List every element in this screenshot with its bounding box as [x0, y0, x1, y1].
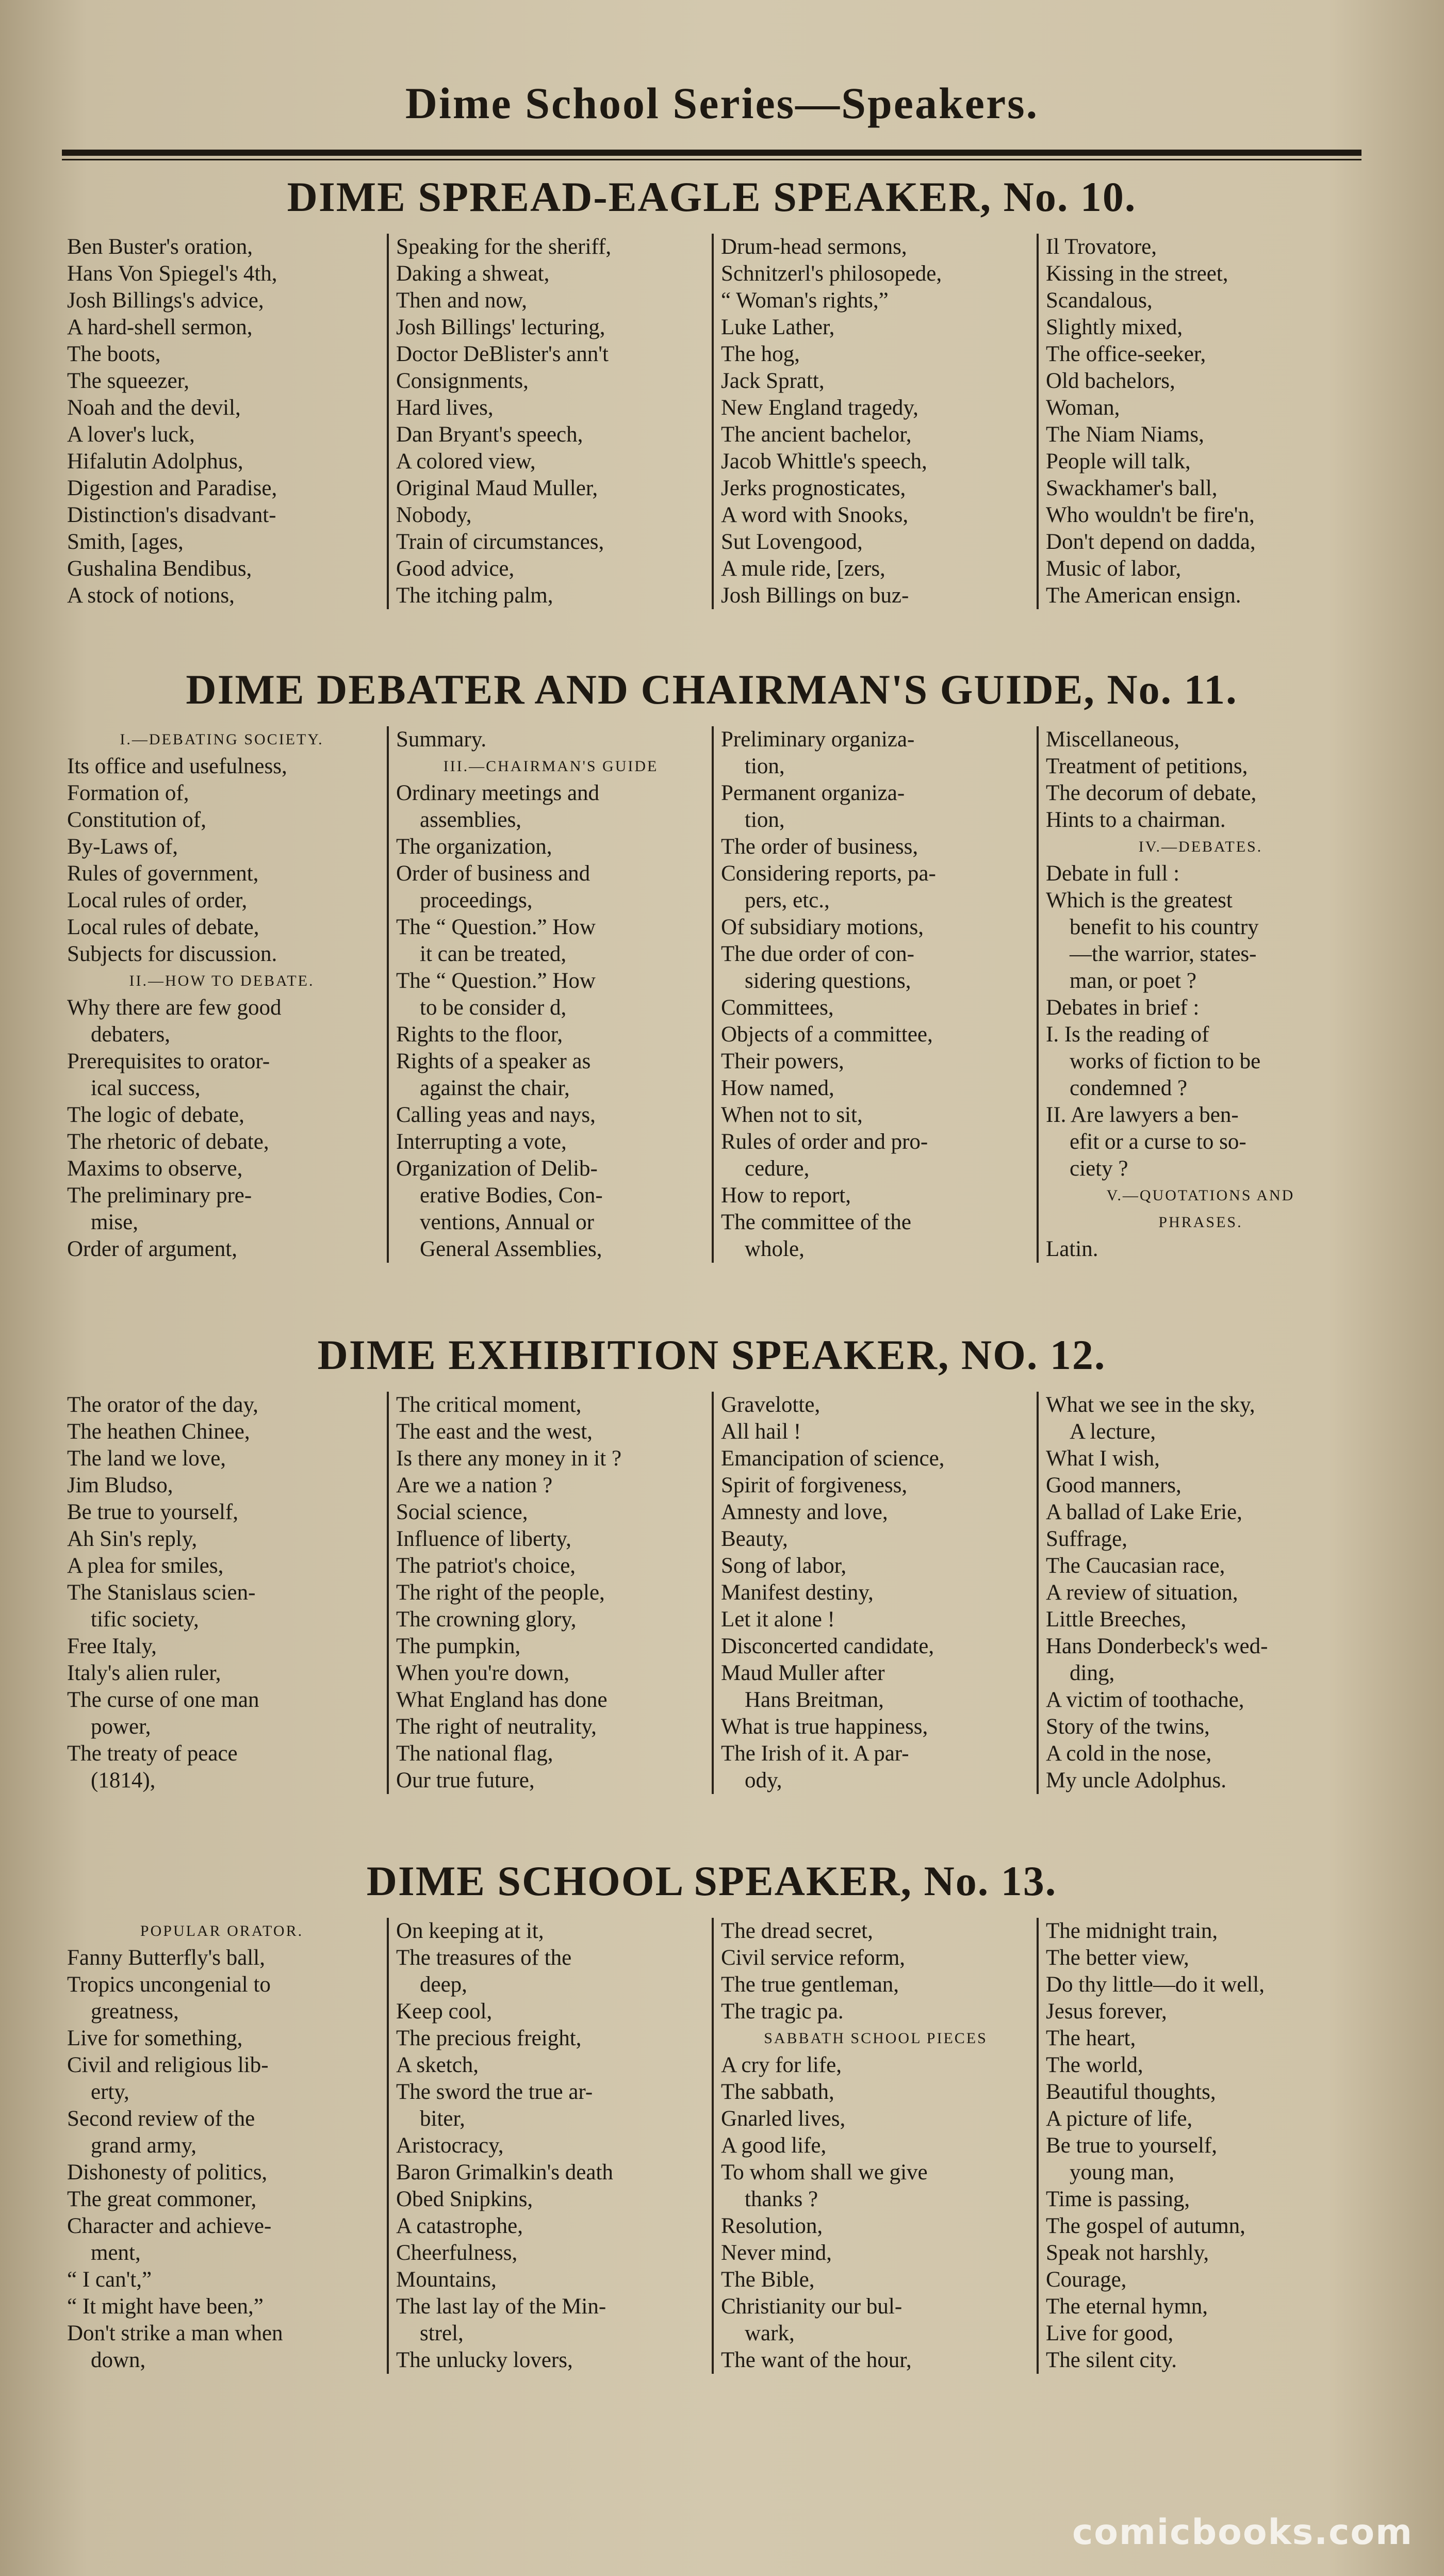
- entry-line: POPULAR ORATOR.: [140, 1922, 304, 1939]
- column-1: [62, 1392, 376, 1794]
- entry-line: Luke Lather,: [721, 315, 835, 339]
- entry-line: Latin.: [1046, 1237, 1098, 1261]
- column-1: [62, 726, 376, 1263]
- entry-line: sidering questions,: [745, 969, 911, 993]
- entry-line: condemned ?: [1070, 1076, 1188, 1100]
- section-title: DIME SPREAD-EAGLE SPEAKER, No. 10.: [287, 173, 1137, 220]
- entry-line: The Caucasian race,: [1046, 1554, 1225, 1578]
- entry-line: When not to sit,: [721, 1103, 863, 1127]
- column-1: [62, 234, 376, 609]
- entry-line: Never mind,: [721, 2241, 832, 2265]
- entry-line: wark,: [745, 2321, 795, 2345]
- entry-line: The world,: [1046, 2053, 1143, 2077]
- entry-line: Dan Bryant's speech,: [396, 422, 583, 447]
- entry-line: The patriot's choice,: [396, 1554, 576, 1578]
- entry-line: Rules of government,: [67, 861, 259, 886]
- entry-line: Don't depend on dadda,: [1046, 530, 1256, 554]
- entry-line: The preliminary pre-: [67, 1183, 252, 1208]
- entry-line: Preliminary organiza-: [721, 727, 915, 752]
- entry-line: Courage,: [1046, 2268, 1127, 2292]
- entry-line: Italy's alien ruler,: [67, 1661, 221, 1685]
- entry-line: power,: [91, 1715, 151, 1739]
- entry-line: Permanent organiza-: [721, 781, 905, 805]
- entry-line: The want of the hour,: [721, 2348, 912, 2372]
- entry-line: Jim Bludso,: [67, 1473, 173, 1497]
- entry-line: The rhetoric of debate,: [67, 1130, 269, 1154]
- entry-line: young man,: [1070, 2160, 1175, 2184]
- entry-line: I. Is the reading of: [1046, 1022, 1209, 1047]
- entry-line: Hans Donderbeck's wed-: [1046, 1634, 1268, 1658]
- entry-line: (1814),: [91, 1768, 156, 1792]
- entry-line: man, or poet ?: [1070, 969, 1196, 993]
- entry-line: Time is passing,: [1046, 2187, 1190, 2211]
- entry-line: Speaking for the sheriff,: [396, 235, 612, 259]
- section-title: DIME EXHIBITION SPEAKER, NO. 12.: [317, 1331, 1106, 1378]
- entry-line: The Bible,: [721, 2268, 815, 2292]
- entry-line: The hog,: [721, 342, 800, 366]
- entry-line: When you're down,: [396, 1661, 570, 1685]
- entry-line: tion,: [745, 808, 785, 832]
- entry-line: Hifalutin Adolphus,: [67, 449, 243, 474]
- entry-line: Then and now,: [396, 288, 527, 313]
- entry-line: Distinction's disadvant-: [67, 503, 276, 527]
- entry-line: A lover's luck,: [67, 422, 195, 447]
- entry-line: What is true happiness,: [721, 1715, 928, 1739]
- entry-line: II.—HOW TO DEBATE.: [129, 972, 315, 989]
- entry-line: Is there any money in it ?: [396, 1446, 622, 1471]
- entry-line: Fanny Butterfly's ball,: [67, 1946, 265, 1970]
- entry-line: Who wouldn't be fire'n,: [1046, 503, 1255, 527]
- entry-line: Song of labor,: [721, 1554, 847, 1578]
- entry-line: Ordinary meetings and: [396, 781, 600, 805]
- entry-line: Don't strike a man when: [67, 2321, 283, 2345]
- entry-line: The committee of the: [721, 1210, 911, 1234]
- entry-line: Influence of liberty,: [396, 1527, 571, 1551]
- entry-line: deep,: [420, 1972, 467, 1997]
- entry-line: Swackhamer's ball,: [1046, 476, 1218, 500]
- entry-line: PHRASES.: [1158, 1214, 1243, 1231]
- entry-line: Formation of,: [67, 781, 189, 805]
- entry-line: Noah and the devil,: [67, 396, 241, 420]
- entry-line: The critical moment,: [396, 1393, 582, 1417]
- entry-line: Local rules of order,: [67, 888, 248, 912]
- entry-line: To whom shall we give: [721, 2160, 928, 2184]
- entry-line: down,: [91, 2348, 146, 2372]
- entry-line: The midnight train,: [1046, 1919, 1218, 1943]
- entry-line: A ballad of Lake Erie,: [1046, 1500, 1242, 1524]
- column-4: [1037, 1918, 1355, 2374]
- entry-line: A hard-shell sermon,: [67, 315, 253, 339]
- entry-line: The silent city.: [1046, 2348, 1177, 2372]
- entry-line: The precious freight,: [396, 2026, 582, 2050]
- entry-line: The squeezer,: [67, 369, 190, 393]
- entry-line: Resolution,: [721, 2214, 823, 2238]
- entry-line: Jacob Whittle's speech,: [721, 449, 927, 474]
- entry-line: pers, etc.,: [745, 888, 830, 912]
- entry-line: Objects of a committee,: [721, 1022, 933, 1047]
- entry-line: The land we love,: [67, 1446, 226, 1471]
- entry-line: Live for good,: [1046, 2321, 1174, 2345]
- entry-line: The Irish of it. A par-: [721, 1741, 909, 1766]
- entry-line: The national flag,: [396, 1741, 553, 1766]
- entry-line: The American ensign.: [1046, 583, 1241, 608]
- entry-line: People will talk,: [1046, 449, 1191, 474]
- column-2: [387, 234, 705, 609]
- entry-line: The “ Question.” How: [396, 969, 596, 993]
- entry-line: The decorum of debate,: [1046, 781, 1257, 805]
- entry-line: mise,: [91, 1210, 138, 1234]
- column-4: [1037, 234, 1355, 609]
- column-3: [712, 1918, 1030, 2374]
- entry-line: The tragic pa.: [721, 1999, 844, 2024]
- series-header: Dime School Series—Speakers.: [405, 78, 1039, 128]
- entry-line: The curse of one man: [67, 1688, 259, 1712]
- entry-line: The last lay of the Min-: [396, 2294, 606, 2319]
- entry-line: Free Italy,: [67, 1634, 157, 1658]
- column-2: [387, 726, 705, 1263]
- entry-line: works of fiction to be: [1070, 1049, 1261, 1073]
- entry-line: The heathen Chinee,: [67, 1420, 250, 1444]
- entry-line: The gospel of autumn,: [1046, 2214, 1245, 2238]
- entry-line: The ancient bachelor,: [721, 422, 912, 447]
- entry-line: Civil and religious lib-: [67, 2053, 269, 2077]
- entry-line: Daking a shweat,: [396, 262, 550, 286]
- entry-line: Josh Billings' lecturing,: [396, 315, 605, 339]
- entry-line: The Niam Niams,: [1046, 422, 1204, 447]
- entry-line: Of subsidiary motions,: [721, 915, 924, 939]
- entry-line: Organization of Delib-: [396, 1156, 598, 1181]
- entry-line: Slightly mixed,: [1046, 315, 1183, 339]
- entry-line: What England has done: [396, 1688, 608, 1712]
- entry-line: Gravelotte,: [721, 1393, 821, 1417]
- entry-line: Gnarled lives,: [721, 2107, 846, 2131]
- section-title: DIME SCHOOL SPEAKER, No. 13.: [366, 1857, 1057, 1904]
- entry-line: Kissing in the street,: [1046, 262, 1228, 286]
- entry-line: Old bachelors,: [1046, 369, 1175, 393]
- entry-line: ciety ?: [1070, 1156, 1128, 1181]
- entry-line: The sword the true ar-: [396, 2080, 593, 2104]
- entry-line: Second review of the: [67, 2107, 255, 2131]
- entry-line: Good manners,: [1046, 1473, 1182, 1497]
- column-1: [62, 1918, 376, 2374]
- entry-line: Mountains,: [396, 2268, 497, 2292]
- entry-line: benefit to his country: [1070, 915, 1259, 939]
- entry-line: tion,: [745, 754, 785, 778]
- entry-line: it can be treated,: [420, 942, 567, 966]
- entry-line: The crowning glory,: [396, 1607, 577, 1632]
- entry-line: Dishonesty of politics,: [67, 2160, 268, 2184]
- entry-line: Nobody,: [396, 503, 472, 527]
- entry-line: Gushalina Bendibus,: [67, 557, 252, 581]
- entry-line: A word with Snooks,: [721, 503, 909, 527]
- entry-line: The order of business,: [721, 835, 918, 859]
- entry-line: All hail !: [721, 1420, 801, 1444]
- entry-line: New England tragedy,: [721, 396, 918, 420]
- entry-line: A catastrophe,: [396, 2214, 523, 2238]
- entry-line: Committees,: [721, 996, 834, 1020]
- entry-line: Local rules of debate,: [67, 915, 259, 939]
- entry-line: Smith, [ages,: [67, 530, 184, 554]
- entry-line: ical success,: [91, 1076, 201, 1100]
- entry-line: Our true future,: [396, 1768, 535, 1792]
- entry-line: Original Maud Muller,: [396, 476, 598, 500]
- entry-line: Cheerfulness,: [396, 2241, 518, 2265]
- entry-line: A lecture,: [1070, 1420, 1156, 1444]
- entry-line: III.—CHAIRMAN'S GUIDE: [443, 758, 659, 775]
- entry-line: The eternal hymn,: [1046, 2294, 1208, 2319]
- entry-line: The organization,: [396, 835, 552, 859]
- entry-line: What I wish,: [1046, 1446, 1160, 1471]
- entry-line: How to report,: [721, 1183, 851, 1208]
- entry-line: Their powers,: [721, 1049, 844, 1073]
- header-rule: [62, 150, 1361, 156]
- column-2: [387, 1918, 705, 2374]
- entry-line: The boots,: [67, 342, 161, 366]
- column-3: [712, 726, 1030, 1263]
- entry-line: grand army,: [91, 2133, 196, 2158]
- entry-line: The true gentleman,: [721, 1972, 899, 1997]
- entry-line: “ It might have been,”: [67, 2294, 264, 2319]
- entry-line: Drum-head sermons,: [721, 235, 907, 259]
- entry-line: assemblies,: [420, 808, 522, 832]
- entry-line: A stock of notions,: [67, 583, 235, 608]
- entry-line: Social science,: [396, 1500, 528, 1524]
- entry-line: A mule ride, [zers,: [721, 557, 885, 581]
- entry-line: Digestion and Paradise,: [67, 476, 277, 500]
- entry-line: ment,: [91, 2241, 141, 2265]
- entry-line: Ben Buster's oration,: [67, 235, 253, 259]
- entry-line: Prerequisites to orator-: [67, 1049, 270, 1073]
- entry-line: Disconcerted candidate,: [721, 1634, 934, 1658]
- entry-line: ding,: [1070, 1661, 1115, 1685]
- entry-line: to be consider d,: [420, 996, 567, 1020]
- entry-line: SABBATH SCHOOL PIECES: [764, 2030, 988, 2047]
- entry-line: “ Woman's rights,”: [721, 288, 889, 313]
- entry-line: Miscellaneous,: [1046, 727, 1180, 752]
- entry-line: Il Trovatore,: [1046, 235, 1157, 259]
- entry-line: II. Are lawyers a ben-: [1046, 1103, 1239, 1127]
- entry-line: I.—DEBATING SOCIETY.: [120, 731, 324, 748]
- entry-line: Baron Grimalkin's death: [396, 2160, 613, 2184]
- entry-line: Treatment of petitions,: [1046, 754, 1248, 778]
- entry-line: Josh Billings's advice,: [67, 288, 264, 313]
- entry-line: The dread secret,: [721, 1919, 873, 1943]
- entry-line: cedure,: [745, 1156, 810, 1181]
- entry-line: Amnesty and love,: [721, 1500, 888, 1524]
- entry-line: Be true to yourself,: [67, 1500, 238, 1524]
- entry-line: My uncle Adolphus.: [1046, 1768, 1226, 1792]
- entry-line: erty,: [91, 2080, 129, 2104]
- entry-line: Jack Spratt,: [721, 369, 825, 393]
- entry-line: How named,: [721, 1076, 834, 1100]
- entry-line: Ah Sin's reply,: [67, 1527, 198, 1551]
- entry-line: The treasures of the: [396, 1946, 572, 1970]
- entry-line: The Stanislaus scien-: [67, 1580, 256, 1605]
- entry-line: Debate in full :: [1046, 861, 1180, 886]
- entry-line: Scandalous,: [1046, 288, 1153, 313]
- entry-line: tific society,: [91, 1607, 199, 1632]
- entry-line: Be true to yourself,: [1046, 2133, 1217, 2158]
- entry-line: A sketch,: [396, 2053, 479, 2077]
- entry-line: Interrupting a vote,: [396, 1130, 567, 1154]
- entry-line: Manifest destiny,: [721, 1580, 874, 1605]
- entry-line: The due order of con-: [721, 942, 914, 966]
- entry-line: The unlucky lovers,: [396, 2348, 573, 2372]
- entry-line: The itching palm,: [396, 583, 553, 608]
- entry-line: Constitution of,: [67, 808, 206, 832]
- entry-line: By-Laws of,: [67, 835, 178, 859]
- entry-line: Doctor DeBlister's ann't: [396, 342, 609, 366]
- entry-line: Speak not harshly,: [1046, 2241, 1209, 2265]
- entry-line: debaters,: [91, 1022, 171, 1047]
- column-3: [712, 234, 1030, 609]
- watermark-logo: comicbooks.com: [1072, 2512, 1413, 2553]
- entry-line: Order of business and: [396, 861, 590, 886]
- column-3: [712, 1392, 1030, 1794]
- entry-line: Schnitzerl's philosopede,: [721, 262, 942, 286]
- entry-line: greatness,: [91, 1999, 179, 2024]
- entry-line: Maxims to observe,: [67, 1156, 243, 1181]
- entry-line: Woman,: [1046, 396, 1120, 420]
- entry-line: Train of circumstances,: [396, 530, 604, 554]
- entry-line: A cry for life,: [721, 2053, 842, 2077]
- entry-line: The office-seeker,: [1046, 342, 1206, 366]
- entry-line: Christianity our bul-: [721, 2294, 902, 2319]
- entry-line: Why there are few good: [67, 996, 282, 1020]
- entry-line: ody,: [745, 1768, 782, 1792]
- entry-line: A good life,: [721, 2133, 827, 2158]
- entry-line: Josh Billings on buz-: [721, 583, 909, 608]
- entry-line: Rights to the floor,: [396, 1022, 563, 1047]
- entry-line: Consignments,: [396, 369, 529, 393]
- column-4: [1037, 726, 1355, 1263]
- entry-line: Live for something,: [67, 2026, 243, 2050]
- entry-line: Spirit of forgiveness,: [721, 1473, 908, 1497]
- entry-line: Subjects for discussion.: [67, 942, 277, 966]
- entry-line: Hans Von Spiegel's 4th,: [67, 262, 277, 286]
- entry-line: Its office and usefulness,: [67, 754, 287, 778]
- entry-line: The pumpkin,: [396, 1634, 521, 1658]
- entry-line: “ I can't,”: [67, 2268, 152, 2292]
- entry-line: biter,: [420, 2107, 465, 2131]
- entry-line: Jesus forever,: [1046, 1999, 1167, 2024]
- entry-line: The treaty of peace: [67, 1741, 238, 1766]
- entry-line: whole,: [745, 1237, 805, 1261]
- entry-line: Debates in brief :: [1046, 996, 1200, 1020]
- entry-line: strel,: [420, 2321, 464, 2345]
- entry-line: Story of the twins,: [1046, 1715, 1210, 1739]
- section-title: DIME DEBATER AND CHAIRMAN'S GUIDE, No. 11.: [186, 666, 1238, 713]
- column-2: [387, 1392, 705, 1794]
- column-4: [1037, 1392, 1355, 1794]
- entry-line: The right of the people,: [396, 1580, 605, 1605]
- entry-line: The east and the west,: [396, 1420, 593, 1444]
- entry-line: The sabbath,: [721, 2080, 834, 2104]
- entry-line: Tropics uncongenial to: [67, 1972, 271, 1997]
- entry-line: Maud Muller after: [721, 1661, 885, 1685]
- entry-line: The heart,: [1046, 2026, 1136, 2050]
- entry-line: The right of neutrality,: [396, 1715, 597, 1739]
- entry-line: What we see in the sky,: [1046, 1393, 1255, 1417]
- entry-line: Music of labor,: [1046, 557, 1182, 581]
- entry-line: Character and achieve-: [67, 2214, 272, 2238]
- entry-line: Rights of a speaker as: [396, 1049, 591, 1073]
- entry-line: The great commoner,: [67, 2187, 257, 2211]
- entry-line: The logic of debate,: [67, 1103, 244, 1127]
- entry-line: Summary.: [396, 727, 487, 752]
- entry-line: Sut Lovengood,: [721, 530, 863, 554]
- entry-line: Hints to a chairman.: [1046, 808, 1226, 832]
- entry-line: General Assemblies,: [420, 1237, 602, 1261]
- entry-line: Do thy little—do it well,: [1046, 1972, 1265, 1997]
- entry-line: The better view,: [1046, 1946, 1189, 1970]
- entry-line: Suffrage,: [1046, 1527, 1128, 1551]
- entry-line: Beauty,: [721, 1527, 788, 1551]
- entry-line: Rules of order and pro-: [721, 1130, 928, 1154]
- entry-line: Obed Snipkins,: [396, 2187, 533, 2211]
- entry-line: proceedings,: [420, 888, 533, 912]
- entry-line: efit or a curse to so-: [1070, 1130, 1246, 1154]
- entry-line: erative Bodies, Con-: [420, 1183, 603, 1208]
- entry-line: A victim of toothache,: [1046, 1688, 1244, 1712]
- entry-line: Hard lives,: [396, 396, 494, 420]
- entry-line: Let it alone !: [721, 1607, 835, 1632]
- entry-line: A review of situation,: [1046, 1580, 1238, 1605]
- header-rule-thin: [62, 159, 1361, 160]
- entry-line: Aristocracy,: [396, 2133, 504, 2158]
- entry-line: Civil service reform,: [721, 1946, 906, 1970]
- entry-line: Considering reports, pa-: [721, 861, 936, 886]
- entry-line: The “ Question.” How: [396, 915, 596, 939]
- entry-line: IV.—DEBATES.: [1138, 838, 1263, 855]
- entry-line: ventions, Annual or: [420, 1210, 594, 1234]
- entry-line: Beautiful thoughts,: [1046, 2080, 1216, 2104]
- entry-line: Order of argument,: [67, 1237, 237, 1261]
- entry-line: Jerks prognosticates,: [721, 476, 906, 500]
- entry-line: —the warrior, states-: [1070, 942, 1257, 966]
- entry-line: Which is the greatest: [1046, 888, 1233, 912]
- entry-line: Are we a nation ?: [396, 1473, 553, 1497]
- entry-line: A cold in the nose,: [1046, 1741, 1212, 1766]
- entry-line: A plea for smiles,: [67, 1554, 224, 1578]
- entry-line: V.—QUOTATIONS AND: [1106, 1187, 1295, 1204]
- entry-line: Little Breeches,: [1046, 1607, 1187, 1632]
- entry-line: Emancipation of science,: [721, 1446, 945, 1471]
- entry-line: Calling yeas and nays,: [396, 1103, 596, 1127]
- entry-line: thanks ?: [745, 2187, 818, 2211]
- entry-line: against the chair,: [420, 1076, 570, 1100]
- entry-line: A colored view,: [396, 449, 536, 474]
- entry-line: Hans Breitman,: [745, 1688, 884, 1712]
- entry-line: Keep cool,: [396, 1999, 493, 2024]
- entry-line: A picture of life,: [1046, 2107, 1193, 2131]
- entry-line: On keeping at it,: [396, 1919, 544, 1943]
- entry-line: Good advice,: [396, 557, 515, 581]
- entry-line: The orator of the day,: [67, 1393, 258, 1417]
